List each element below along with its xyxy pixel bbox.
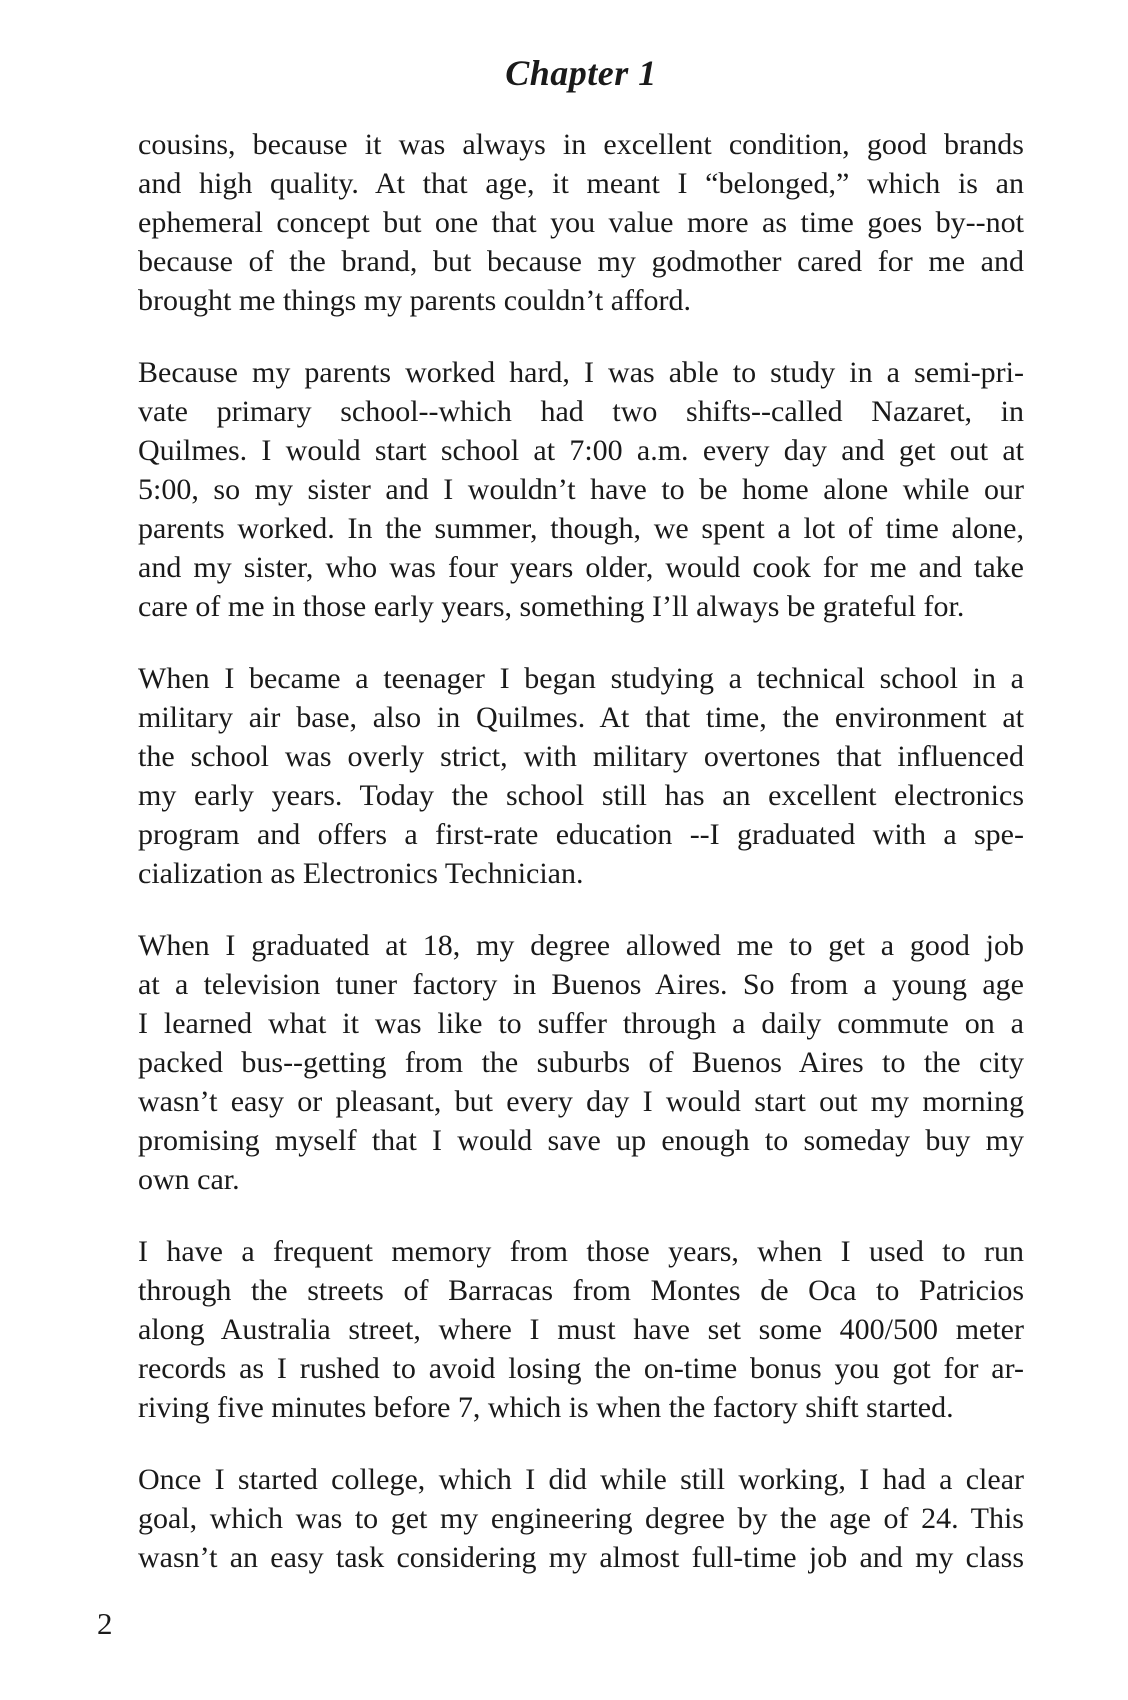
paragraph [138,659,1024,893]
text-line: my early years. Today the school still has an excellent electronics [138,779,1024,812]
text-line: packed bus--getting from the suburbs of Buenos Aires to the city [138,1046,1024,1079]
paragraph [138,926,1024,1199]
text-line: Because my parents worked hard, I was able to study in a semi-pri- [138,356,1024,389]
text-line: care of me in those early years, something I’ll always be grateful for. [138,590,965,623]
text-line: vate primary school--which had two shifts--called Nazaret, in [138,395,1024,428]
text-line: ephemeral concept but one that you value more as time goes by--not [138,206,1024,239]
page-number: 2 [97,1606,113,1641]
text-line: through the streets of Barracas from Montes de Oca to Patricios [138,1274,1024,1307]
text-line: brought me things my parents couldn’t afford. [138,284,691,317]
text-line: 5:00, so my sister and I wouldn’t have to be home alone while our [138,473,1024,506]
text-line: along Australia street, where I must have set some 400/500 meter [138,1313,1024,1346]
text-line: wasn’t an easy task considering my almost full-time job and my class [138,1541,1024,1574]
text-line: military air base, also in Quilmes. At that time, the environment at [138,701,1024,734]
chapter-title: Chapter 1 [505,53,657,93]
text-line: cousins, because it was always in excellent condition, good brands [138,128,1024,161]
paragraph [138,1232,1024,1427]
text-line: cialization as Electronics Technician. [138,857,584,890]
text-line: Once I started college, which I did while still working, I had a clear [138,1463,1024,1496]
paragraph [138,353,1024,626]
text-line: I learned what it was like to suffer through a daily commute on a [138,1007,1024,1040]
text-line: own car. [138,1163,240,1196]
text-line: records as I rushed to avoid losing the on-time bonus you got for ar- [138,1352,1024,1385]
text-line: and my sister, who was four years older, would cook for me and take [138,551,1024,584]
text-line: When I became a teenager I began studying a technical school in a [138,662,1024,695]
text-line: riving five minutes before 7, which is when the factory shift started. [138,1391,954,1424]
text-line: When I graduated at 18, my degree allowed me to get a good job [138,929,1024,962]
text-line: goal, which was to get my engineering degree by the age of 24. This [138,1502,1024,1535]
paragraph [138,1460,1024,1577]
text-line: Quilmes. I would start school at 7:00 a.m. every day and get out at [138,434,1024,467]
text-line: at a television tuner factory in Buenos Aires. So from a young age [138,968,1024,1001]
text-line: program and offers a first-rate education --I graduated with a spe- [138,818,1024,851]
text-line: wasn’t easy or pleasant, but every day I would start out my morning [138,1085,1024,1118]
text-line: and high quality. At that age, it meant I “belonged,” which is an [138,167,1024,200]
text-line: I have a frequent memory from those years, when I used to run [138,1235,1024,1268]
body-text [138,125,1024,1610]
text-line: because of the brand, but because my godmother cared for me and [138,245,1024,278]
text-line: parents worked. In the summer, though, we spent a lot of time alone, [138,512,1024,545]
text-line: promising myself that I would save up enough to someday buy my [138,1124,1024,1157]
text-line: the school was overly strict, with military overtones that influenced [138,740,1024,773]
paragraph [138,125,1024,320]
